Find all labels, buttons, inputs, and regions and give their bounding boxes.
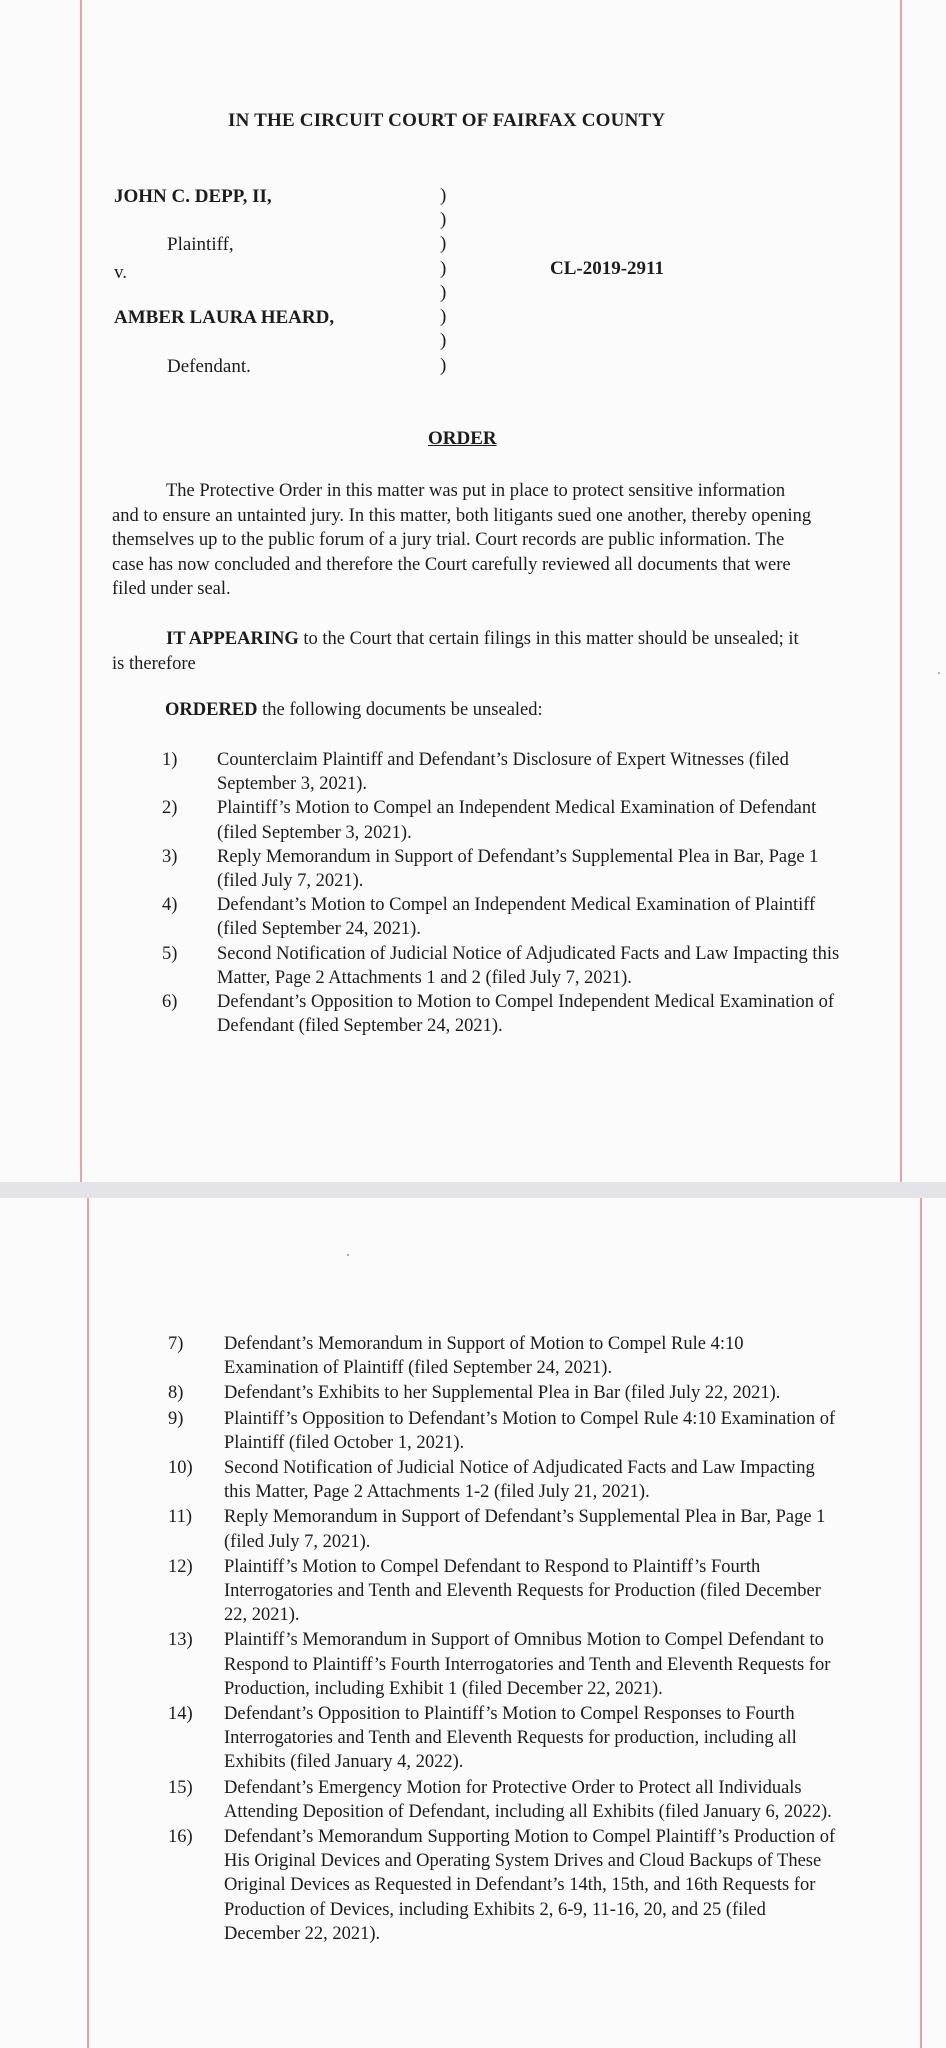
caption-parenthesis: ): [440, 330, 447, 351]
list-item-text: Second Notification of Judicial Notice of Adjudicated Facts and Law Impacting this Matter, Page 2 Attachments 1-2 (filed July 21, 2021).: [224, 1458, 815, 1503]
caption-parenthesis: ): [440, 185, 447, 206]
list-item-number: 2): [162, 798, 178, 819]
scan-speck: [347, 1254, 349, 1256]
list-item: [168, 1407, 838, 1455]
list-item: [162, 796, 842, 844]
list-item: [168, 1555, 838, 1628]
left-margin-rule: [87, 1198, 89, 2048]
list-item-text: Defendant’s Opposition to Plaintiff’s Motion to Compel Responses to Fourth Interrogatories and Tenth and Eleventh Requests for production, including all Exhibits (filed January 4, 2022).: [224, 1704, 797, 1773]
list-item: [168, 1702, 838, 1775]
order-paragraph: [112, 479, 812, 602]
list-item-text: Second Notification of Judicial Notice of Adjudicated Facts and Law Impacting this Matter, Page 2 Attachments 1 and 2 (filed July 7, 2021).: [217, 943, 840, 988]
it-appearing-text: to the Court that certain filings in this matter should be unsealed; it is therefore: [112, 629, 799, 674]
document-page-2: [0, 1198, 946, 2048]
caption-parenthesis: ): [440, 355, 447, 376]
caption-parenthesis: ): [440, 233, 447, 254]
list-item-number: 16): [168, 1827, 193, 1848]
list-item: [168, 1381, 838, 1405]
right-margin-rule: [920, 1198, 922, 2048]
ordered-line: [165, 700, 543, 721]
list-item-number: 1): [162, 750, 178, 770]
list-item: [162, 845, 842, 893]
list-item: [168, 1456, 838, 1504]
list-item: [162, 748, 842, 796]
order-heading: ORDER: [428, 428, 497, 449]
it-appearing-paragraph: [112, 627, 812, 676]
ordered-label: ORDERED: [165, 700, 258, 720]
list-item-text: Defendant’s Exhibits to her Supplemental Plea in Bar (filed July 22, 2021).: [224, 1383, 781, 1404]
right-margin-rule: [900, 0, 902, 1182]
ordered-text: the following documents be unsealed:: [257, 700, 543, 720]
list-item-text: Reply Memorandum in Support of Defendant’s Supplemental Plea in Bar, Page 1 (filed July 7, 2021).: [217, 846, 819, 892]
list-item-text: Plaintiff’s Opposition to Defendant’s Motion to Compel Rule 4:10 Examination of Plaintiff (filed October 1, 2021).: [224, 1408, 836, 1453]
list-item-text: Defendant’s Emergency Motion for Protective Order to Protect all Individuals Attending Deposition of Defendant, including all Exhibits (filed January 6, 2022).: [224, 1777, 832, 1822]
list-item-text: Defendant’s Memorandum Supporting Motion to Compel Plaintiff’s Production of His Original Devices and Operating System Drives and Cloud Backups of These Original Devices as Requested in Defendant’s 14th, 15th, and 16th Requests for Production of Devices, including Exhibits 2, 6-9, 11-16, 20, and 25 (filed December 22, 2021).: [224, 1827, 836, 1944]
versus-label: v.: [114, 262, 128, 283]
defendant-role: Defendant.: [167, 356, 251, 377]
list-item-number: 9): [168, 1408, 184, 1429]
list-item-text: Plaintiff’s Motion to Compel Defendant to Respond to Plaintiff’s Fourth Interrogatories and Tenth and Eleventh Requests for Production (filed December 22, 2021).: [224, 1556, 821, 1626]
list-item-number: 11): [168, 1507, 192, 1528]
list-item-number: 7): [168, 1334, 184, 1354]
list-item-text: Defendant’s Memorandum in Support of Motion to Compel Rule 4:10 Examination of Plaintiff (filed September 24, 2021).: [224, 1334, 744, 1379]
list-item-text: Defendant’s Opposition to Motion to Compel Independent Medical Examination of Defendant (filed September 24, 2021).: [217, 992, 835, 1037]
list-item-number: 8): [168, 1383, 184, 1404]
defendant-name: AMBER LAURA HEARD,: [114, 307, 335, 328]
list-item-number: 3): [162, 846, 178, 867]
list-item: [168, 1332, 838, 1380]
court-title: IN THE CIRCUIT COURT OF FAIRFAX COUNTY: [228, 110, 666, 131]
list-item: [162, 990, 842, 1038]
caption-parenthesis: ): [440, 282, 447, 303]
list-item-text: Defendant’s Motion to Compel an Independent Medical Examination of Plaintiff (filed September 24, 2021).: [217, 895, 816, 940]
list-item-number: 6): [162, 992, 178, 1013]
list-item-text: Counterclaim Plaintiff and Defendant’s Disclosure of Expert Witnesses (filed September 3, 2021).: [217, 750, 789, 795]
list-item-number: 5): [162, 943, 178, 964]
list-item: [162, 893, 842, 941]
list-item: [168, 1776, 838, 1824]
plaintiff-name: JOHN C. DEPP, II,: [114, 186, 272, 207]
list-item-number: 12): [168, 1556, 193, 1577]
unsealed-documents-list-1: [162, 748, 842, 1038]
list-item-number: 15): [168, 1777, 193, 1798]
left-margin-rule: [80, 0, 82, 1182]
list-item-text: Plaintiff’s Memorandum in Support of Omnibus Motion to Compel Defendant to Respond to Plaintiff’s Fourth Interrogatories and Tenth and Eleventh Requests for Production, including Exhibit 1 (filed December 22, 2021).: [224, 1630, 831, 1699]
caption-parenthesis: ): [440, 306, 447, 327]
list-item: [162, 942, 842, 990]
list-item-number: 10): [168, 1458, 193, 1479]
list-item: [168, 1628, 838, 1701]
caption-parenthesis: ): [440, 258, 447, 279]
list-item: [168, 1825, 838, 1946]
list-item-number: 14): [168, 1704, 193, 1725]
case-number: CL-2019-2911: [550, 258, 664, 279]
plaintiff-role: Plaintiff,: [167, 234, 234, 255]
list-item: [168, 1505, 838, 1553]
list-item-number: 13): [168, 1630, 193, 1651]
caption-parenthesis: ): [440, 209, 447, 230]
unsealed-documents-list-2: [168, 1332, 838, 1947]
order-paragraph-text: The Protective Order in this matter was put in place to protect sensitive information and to ensure an untainted jury. In this matter, both litigants sued one another, thereby opening themselves up to the public forum of a jury trial. Court records are public information. The case has now concluded and therefore the Court carefully reviewed all documents that were filed under seal.: [112, 481, 812, 599]
list-item-text: Plaintiff’s Motion to Compel an Independent Medical Examination of Defendant (filed September 3, 2021).: [217, 798, 817, 843]
list-item-number: 4): [162, 895, 178, 916]
it-appearing-label: IT APPEARING: [166, 629, 299, 649]
scan-speck: [938, 672, 940, 674]
list-item-text: Reply Memorandum in Support of Defendant’s Supplemental Plea in Bar, Page 1 (filed July 7, 2021).: [224, 1507, 826, 1552]
